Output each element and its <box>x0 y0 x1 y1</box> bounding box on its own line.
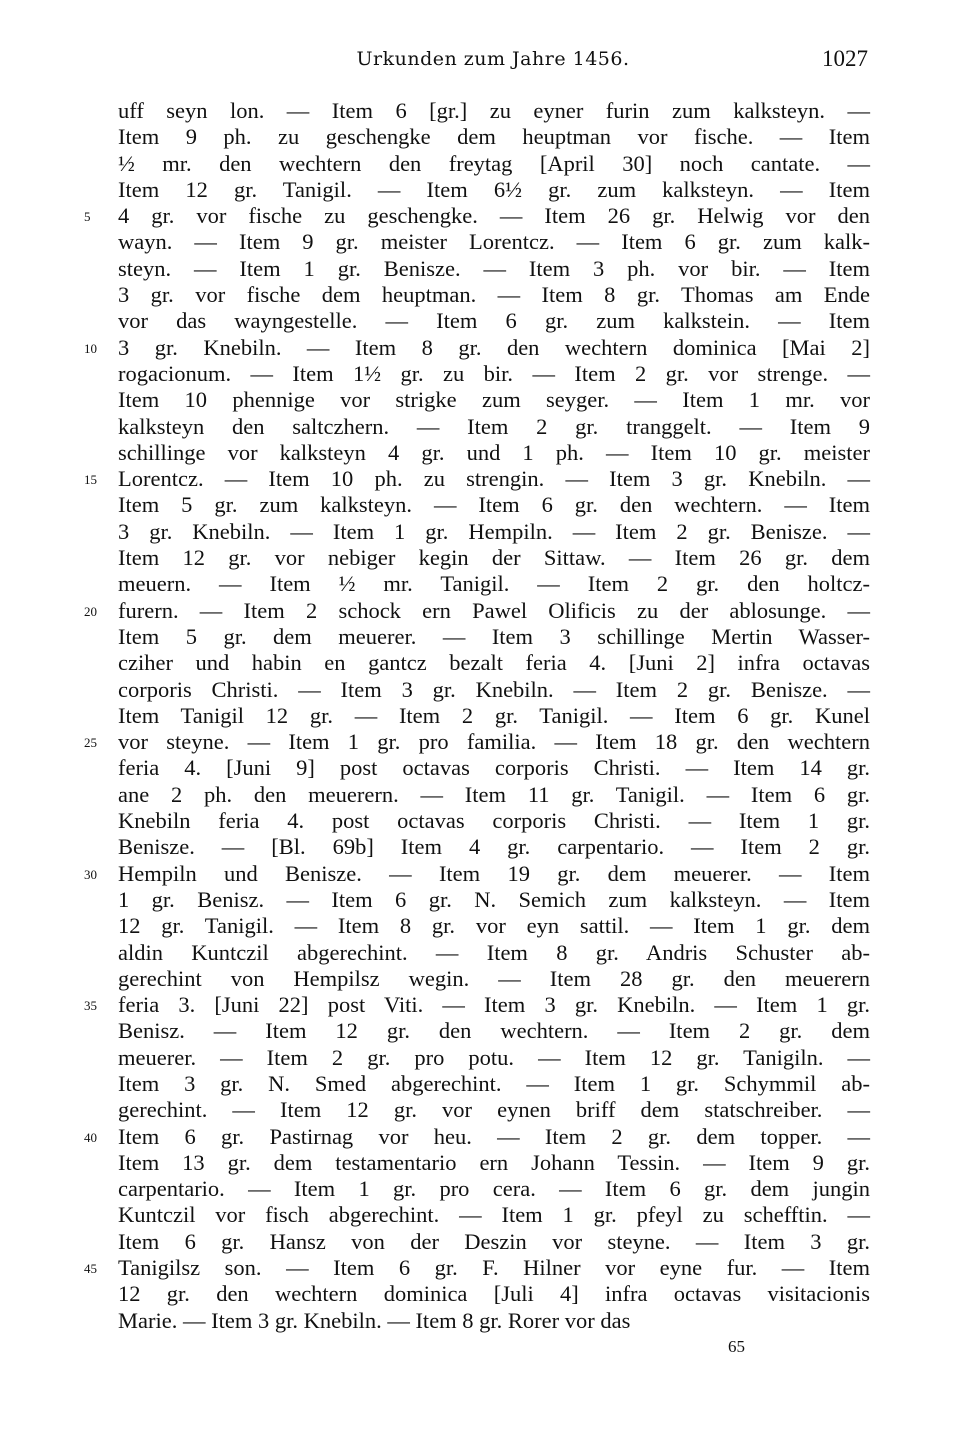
text-line <box>84 729 870 755</box>
text-line <box>118 834 870 860</box>
line-text: carpentario. — Item 1 gr. pro cera. — Item 6 gr. dem jungin <box>118 1176 870 1202</box>
line-text: feria 3. [Juni 22] post Viti. — Item 3 gr. Knebiln. — Item 1 gr. <box>118 992 870 1018</box>
text-line <box>118 1202 870 1228</box>
line-number: 15 <box>84 472 97 488</box>
text-line <box>118 1097 870 1123</box>
line-text: schillinge vor kalksteyn 4 gr. und 1 ph. — Item 10 gr. meister <box>118 439 870 465</box>
line-text: corporis Christi. — Item 3 gr. Knebiln. — Item 2 gr. Benisze. — <box>118 676 870 702</box>
text-line <box>118 1281 870 1307</box>
line-text: rogacionum. — Item 1½ gr. zu bir. — Item 2 gr. vor strenge. — <box>118 360 870 386</box>
line-number: 30 <box>84 866 97 882</box>
text-line <box>118 308 870 334</box>
text-line <box>118 440 870 466</box>
line-number: 40 <box>84 1129 97 1145</box>
running-head: Urkunden zum Jahre 1456. <box>356 48 630 70</box>
text-line <box>118 703 870 729</box>
text-line <box>84 203 870 229</box>
line-number: 10 <box>84 340 97 356</box>
line-number: 45 <box>84 1261 97 1277</box>
line-text: gerechint. — Item 12 gr. vor eynen briff dem statschreiber. — <box>118 1097 870 1123</box>
line-text: feria 4. [Juni 9] post octavas corporis Christi. — Item 14 gr. <box>118 755 870 781</box>
line-text: 4 gr. vor fische zu geschengke. — Item 26 gr. Helwig vor den <box>118 203 870 229</box>
line-text: Item 6 gr. Hansz von der Deszin vor steyne. — Item 3 gr. <box>118 1228 870 1254</box>
text-line <box>118 282 870 308</box>
text-line <box>118 229 870 255</box>
line-text: Item Tanigil 12 gr. — Item 2 gr. Tanigil. — Item 6 gr. Kunel <box>118 702 870 728</box>
line-number: 20 <box>84 603 97 619</box>
text-line <box>84 1123 870 1150</box>
text-line <box>84 597 870 624</box>
text-line <box>118 151 870 177</box>
text-line <box>118 387 870 413</box>
line-text: Marie. — Item 3 gr. Knebiln. — Item 8 gr. Rorer vor das <box>118 1307 631 1333</box>
line-text: aldin Kuntczil abgerechint. — Item 8 gr. Andris Schuster ab- <box>118 939 870 965</box>
text-line <box>118 782 870 808</box>
text-line <box>118 177 870 203</box>
line-text: Kuntczil vor fisch abgerechint. — Item 1 gr. pfeyl zu schefftin. — <box>118 1202 870 1228</box>
text-line <box>118 1176 870 1202</box>
signature-mark: 65 <box>728 1337 745 1356</box>
text-line <box>84 992 870 1018</box>
line-text: 12 gr. den wechtern dominica [Juli 4] infra octavas visitacionis <box>118 1281 870 1307</box>
line-number: 35 <box>84 998 97 1014</box>
text-line <box>84 334 870 361</box>
text-line <box>118 414 870 440</box>
text-line <box>118 650 870 676</box>
text-line <box>118 1229 870 1255</box>
text-line <box>118 492 870 518</box>
line-text: Item 3 gr. N. Smed abgerechint. — Item 1 gr. Schymmil ab- <box>118 1070 870 1096</box>
text-line <box>118 1071 870 1097</box>
line-text: cziher und habin en gantcz bezalt feria 4. [Juni 2] infra octavas <box>118 650 870 676</box>
line-text: Benisz. — Item 12 gr. den wechtern. — Item 2 gr. dem <box>118 1018 870 1044</box>
line-text: Benisze. — [Bl. 69b] Item 4 gr. carpentario. — Item 2 gr. <box>118 834 870 860</box>
text-line <box>118 966 870 992</box>
line-text: meuerer. — Item 2 gr. pro potu. — Item 12 gr. Tanigiln. — <box>118 1044 870 1070</box>
text-line <box>118 571 870 597</box>
line-text: Item 5 gr. dem meuerer. — Item 3 schillinge Mertin Wasser- <box>118 623 870 649</box>
text-line <box>118 1045 870 1071</box>
text-line <box>118 256 870 282</box>
text-line <box>118 887 870 913</box>
body-text <box>84 98 870 1334</box>
line-text: Knebiln feria 4. post octavas corporis Christi. — Item 1 gr. <box>118 808 870 834</box>
line-text: gerechint von Hempilsz wegin. — Item 28 gr. den meuerern <box>118 965 870 991</box>
line-text: vor steyne. — Item 1 gr. pro familia. — Item 18 gr. den wechtern <box>118 729 870 755</box>
line-text: steyn. — Item 1 gr. Benisze. — Item 3 ph. vor bir. — Item <box>118 255 870 281</box>
text-line <box>84 860 870 887</box>
text-line <box>118 361 870 387</box>
text-line <box>118 677 870 703</box>
line-text: Item 5 gr. zum kalksteyn. — Item 6 gr. den wechtern. — Item <box>118 492 870 518</box>
line-text: 12 gr. Tanigil. — Item 8 gr. vor eyn sattil. — Item 1 gr. dem <box>118 913 870 939</box>
line-text: wayn. — Item 9 gr. meister Lorentcz. — Item 6 gr. zum kalk- <box>118 229 870 255</box>
text-line <box>118 1018 870 1044</box>
page-number: 1027 <box>822 46 868 71</box>
line-text: Hempiln und Benisze. — Item 19 gr. dem meuerer. — Item <box>118 860 870 886</box>
line-text: Item 13 gr. dem testamentario ern Johann Tessin. — Item 9 gr. <box>118 1149 870 1175</box>
line-text: kalksteyn den saltczhern. — Item 2 gr. tranggelt. — Item 9 <box>118 413 870 439</box>
line-text: ½ mr. den wechtern den freytag [April 30] noch cantate. — <box>118 150 870 176</box>
text-line <box>84 1255 870 1281</box>
text-line <box>118 1308 870 1334</box>
text-line <box>118 624 870 650</box>
line-text: Item 6 gr. Pastirnag vor heu. — Item 2 gr. dem topper. — <box>118 1123 870 1149</box>
line-text: Tanigilsz son. — Item 6 gr. F. Hilner vor eyne fur. — Item <box>118 1255 870 1281</box>
line-text: Item 10 phennige vor strigke zum seyger. — Item 1 mr. vor <box>118 387 870 413</box>
line-text: 3 gr. Knebiln. — Item 1 gr. Hempiln. — Item 2 gr. Benisze. — <box>118 518 870 544</box>
line-text: Item 12 gr. Tanigil. — Item 6½ gr. zum kalksteyn. — Item <box>118 176 870 202</box>
line-text: Item 12 gr. vor nebiger kegin der Sittaw. — Item 26 gr. dem <box>118 545 870 571</box>
line-text: 3 gr. Knebiln. — Item 8 gr. den wechtern dominica [Mai 2] <box>118 334 870 360</box>
line-text: 3 gr. vor fische dem heuptman. — Item 8 gr. Thomas am Ende <box>118 282 870 308</box>
text-line <box>118 124 870 150</box>
text-line <box>118 98 870 124</box>
line-number: 5 <box>84 209 91 225</box>
text-line <box>118 755 870 781</box>
line-text: Item 9 ph. zu geschengke dem heuptman vor fische. — Item <box>118 124 870 150</box>
line-text: ane 2 ph. den meuerern. — Item 11 gr. Tanigil. — Item 6 gr. <box>118 781 870 807</box>
text-line <box>118 545 870 571</box>
text-line <box>118 1150 870 1176</box>
text-line <box>118 940 870 966</box>
line-text: vor das wayngestelle. — Item 6 gr. zum kalkstein. — Item <box>118 308 870 334</box>
line-text: uff seyn lon. — Item 6 [gr.] zu eyner furin zum kalksteyn. — <box>118 98 870 123</box>
text-line <box>84 466 870 492</box>
line-text: 1 gr. Benisz. — Item 6 gr. N. Semich zum kalksteyn. — Item <box>118 886 870 912</box>
line-number: 25 <box>84 735 97 751</box>
text-line <box>118 913 870 939</box>
text-line <box>118 808 870 834</box>
text-line <box>118 519 870 545</box>
line-text: furern. — Item 2 schock ern Pawel Olificis zu der ablosunge. — <box>118 597 870 623</box>
line-text: meuern. — Item ½ mr. Tanigil. — Item 2 gr. den holtcz- <box>118 571 870 597</box>
page-header <box>118 42 868 82</box>
line-text: Lorentcz. — Item 10 ph. zu strengin. — Item 3 gr. Knebiln. — <box>118 466 870 492</box>
